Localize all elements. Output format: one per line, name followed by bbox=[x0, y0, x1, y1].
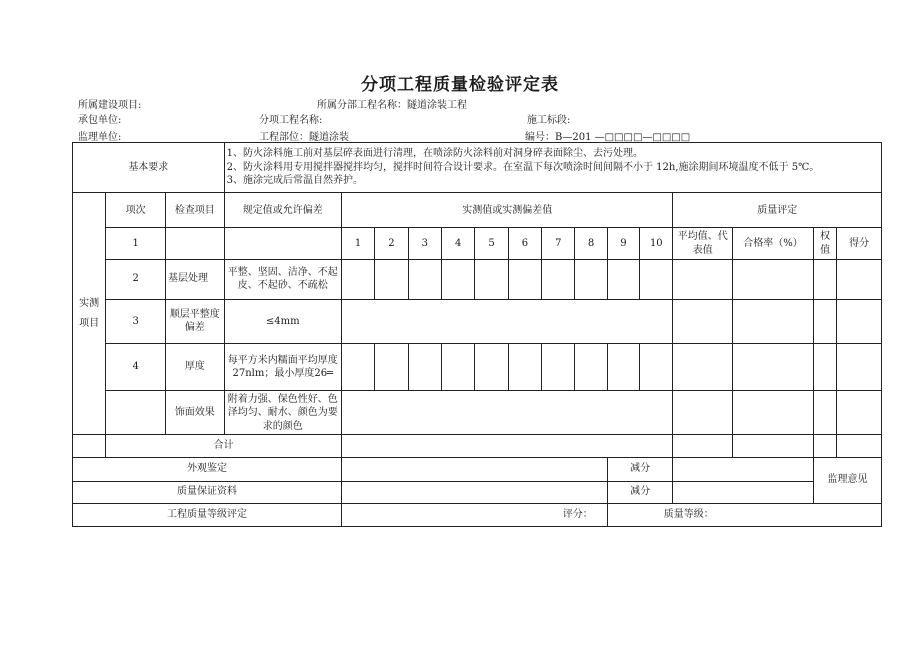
subitem-label: 分项工程名称: bbox=[259, 115, 323, 126]
measure-num: 7 bbox=[542, 228, 575, 259]
basic-requirements-label: 基本要求 bbox=[73, 143, 225, 193]
table-row bbox=[73, 344, 882, 391]
col-measured-values: 实测值或实测偏差值 bbox=[341, 193, 673, 228]
requirement-line: 3、施涂完成后常温自然养护。 bbox=[226, 175, 364, 187]
col-pass-rate: 合格率（%） bbox=[733, 228, 814, 259]
appearance-label: 外观鉴定 bbox=[73, 457, 342, 481]
deduct-label: 减分 bbox=[607, 481, 673, 503]
grade-label: 质量等级： bbox=[607, 503, 881, 526]
measure-num: 1 bbox=[341, 228, 374, 259]
basic-requirements-row bbox=[73, 143, 882, 193]
row-no: 4 bbox=[106, 344, 166, 391]
col-spec: 规定值或允许偏差 bbox=[224, 193, 341, 228]
row-spec bbox=[224, 228, 341, 259]
measure-num: 9 bbox=[607, 228, 639, 259]
supervisor-label: 监理单位: bbox=[78, 132, 122, 143]
row-item: 顺层平整度偏差 bbox=[166, 299, 225, 343]
supervisor-opinion-label: 监理意见 bbox=[813, 457, 881, 503]
project-label: 所属建设项目: bbox=[78, 100, 142, 111]
requirement-line: 1、防火涂料施工前对基层碎表面进行清理，在喷涂防火涂料前对洞身碎表面除尘、去污处理。 bbox=[226, 148, 644, 160]
inspection-form-table bbox=[72, 142, 882, 527]
division-label: 所属分部工程名称：隧道涂装工程 bbox=[317, 100, 467, 111]
deduct-label: 减分 bbox=[607, 457, 673, 481]
col-check-item: 检查项目 bbox=[166, 193, 225, 228]
measure-num: 2 bbox=[375, 228, 408, 259]
measure-num: 5 bbox=[475, 228, 508, 259]
grade-eval-label: 工程质量等级评定 bbox=[73, 503, 342, 526]
measure-num: 8 bbox=[575, 228, 607, 259]
row-item: 饰面效果 bbox=[166, 391, 225, 435]
row-item: 基层处理 bbox=[166, 259, 225, 299]
form-number: 编号：B—201 —□□□□—□□□□ bbox=[525, 132, 691, 143]
col-quality-eval: 质量评定 bbox=[673, 193, 882, 228]
row-no: 3 bbox=[106, 299, 166, 343]
col-item-no: 项次 bbox=[106, 193, 166, 228]
row-item bbox=[166, 228, 225, 259]
row-no: 1 bbox=[106, 228, 166, 259]
row-spec: 平整、坚固、洁净、不起皮、不起砂、不疏松 bbox=[224, 259, 341, 299]
table-row bbox=[73, 259, 882, 299]
row-no: 2 bbox=[106, 259, 166, 299]
section-label: 施工标段: bbox=[527, 115, 571, 126]
row-spec: 附着力强、保色性好、色泽均匀、耐水、颜色为要求的颜色 bbox=[224, 391, 341, 435]
measure-num: 3 bbox=[408, 228, 441, 259]
row-spec: 每平方米内糯面平均厚度27nlm；最小厚度26═ bbox=[224, 344, 341, 391]
basic-requirements-text bbox=[224, 143, 881, 193]
col-score: 得分 bbox=[837, 228, 882, 259]
row-item: 厚度 bbox=[166, 344, 225, 391]
measure-num: 6 bbox=[508, 228, 541, 259]
measure-num: 10 bbox=[640, 228, 673, 259]
measure-num: 4 bbox=[442, 228, 475, 259]
table-row bbox=[73, 391, 882, 435]
measure-header-row bbox=[73, 193, 882, 228]
contractor-label: 承包单位: bbox=[78, 115, 122, 126]
part-label: 工程部位：隧道涂装 bbox=[259, 132, 349, 143]
score-label: 评分： bbox=[341, 503, 607, 526]
form-title: 分项工程质量检验评定表 bbox=[361, 75, 559, 95]
table-row bbox=[73, 299, 882, 343]
measured-items-label: 实测 项目 bbox=[73, 193, 106, 435]
row-no bbox=[106, 391, 166, 435]
requirement-line: 2、防火涂料用专用搅拌器搅拌均匀，搅拌时间符合设计要求。在室温下每次喷涂时间间隔不小于 12h,施涂期间环境温度不低于 5℃。 bbox=[226, 161, 820, 173]
appearance-row bbox=[73, 457, 882, 481]
row-spec: ≤4mm bbox=[224, 299, 341, 343]
col-weight: 权值 bbox=[813, 228, 836, 259]
total-row bbox=[73, 435, 882, 457]
total-label: 合计 bbox=[106, 435, 342, 457]
quality-docs-label: 质量保证资料 bbox=[73, 481, 342, 503]
grade-row bbox=[73, 503, 882, 526]
table-row bbox=[73, 228, 882, 259]
col-average: 平均值、代表值 bbox=[673, 228, 733, 259]
quality-docs-row bbox=[73, 481, 882, 503]
